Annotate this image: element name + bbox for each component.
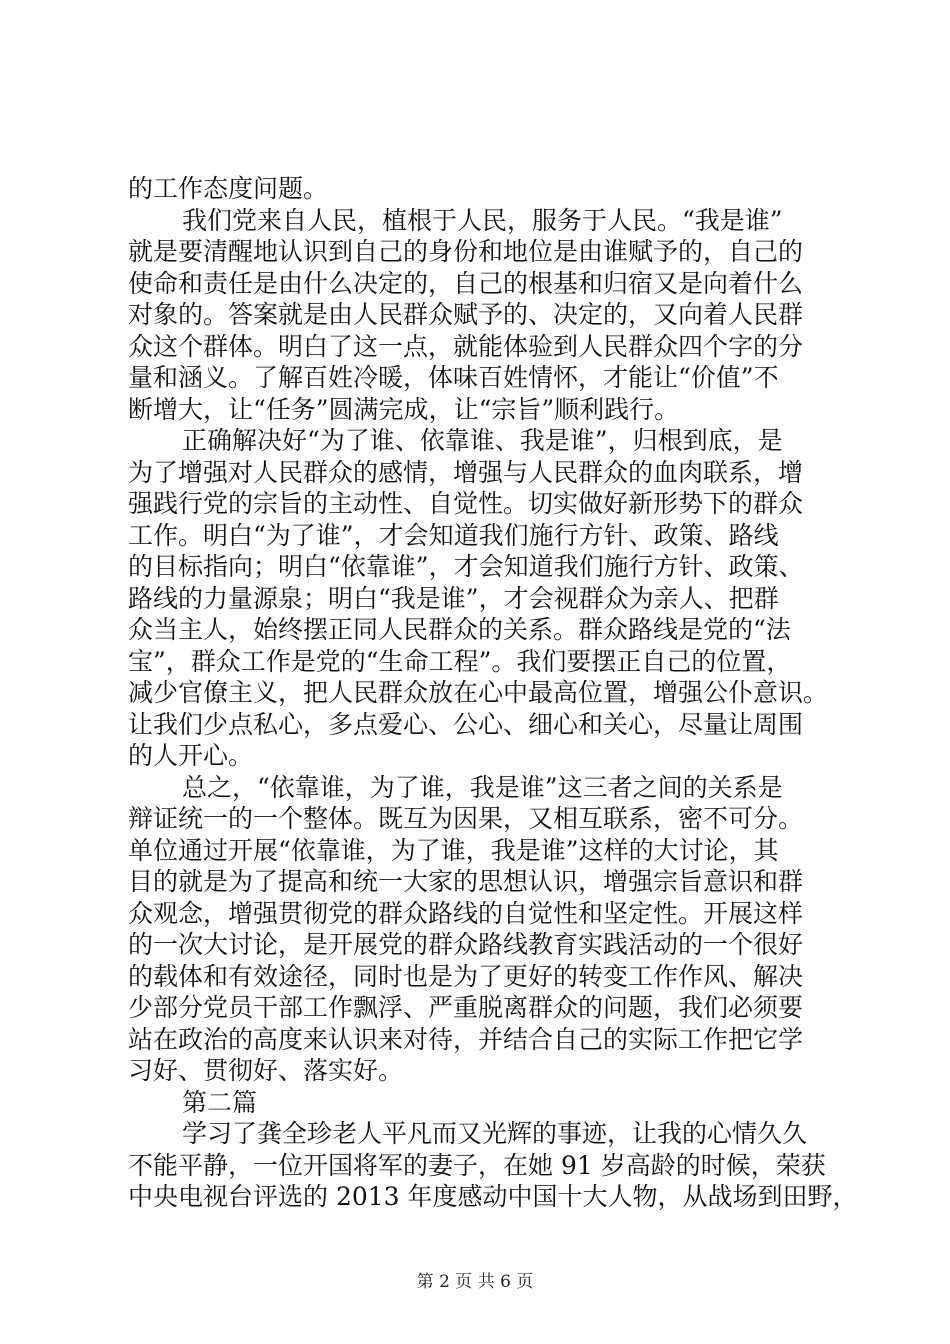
text-line: 站在政治的高度来认识来对待，并结合自己的实际工作把它学 [128, 1024, 804, 1054]
text-line: 正确解决好“为了谁、依靠谁、我是谁”，归根到底，是 [182, 426, 783, 455]
text-line: 学习了龚全珍老人平凡而又光辉的事迹，让我的心情久久 [182, 1119, 808, 1148]
text-line: 辩证统一的一个整体。既互为因果，又相互联系，密不可分。 [128, 804, 804, 833]
text-line: 总之，“依靠谁，为了谁，我是谁”这三者之间的关系是 [182, 772, 783, 802]
text-line: 断增大，让“任务”圆满完成，让“宗旨”顺利践行。 [128, 394, 680, 424]
text-line: 使命和责任是由什么决定的，自己的根基和归宿又是向着什么 [128, 268, 804, 298]
text-line: 众观念，增强贯彻党的群众路线的自觉性和坚定性。开展这样 [128, 898, 804, 928]
text-line: 我们党来自人民，植根于人民，服务于人民。“我是谁” [182, 205, 783, 235]
text-line: 众这个群体。明白了这一点，就能体验到人民群众四个字的分 [128, 331, 804, 361]
section-heading: 第二篇 [182, 1087, 258, 1117]
text-line: 单位通过开展“依靠谁，为了谁，我是谁”这样的大讨论，其 [128, 835, 779, 865]
text-line: 就是要清醒地认识到自己的身份和地位是由谁赋予的，自己的 [128, 237, 804, 266]
text-line: 众当主人，始终摆正同人民群众的关系。群众路线是党的“法 [128, 615, 791, 644]
text-line: 量和涵义。了解百姓冷暖，体味百姓情怀，才能让“价值”不 [128, 363, 779, 392]
text-line: 的人开心。 [128, 741, 254, 770]
text-line: 的工作态度问题。 [128, 174, 329, 203]
text-line: 习好、贯彻好、落实好。 [128, 1056, 404, 1085]
text-line: 工作。明白“为了谁”，才会知道我们施行方针、政策、路线 [128, 520, 779, 550]
text-line: 对象的。答案就是由人民群众赋予的、决定的，又向着人民群 [128, 300, 804, 329]
text-line: 强践行党的宗旨的主动性、自觉性。切实做好新形势下的群众 [128, 489, 804, 518]
text-line: 不能平静，一位开国将军的妻子，在她 91 岁高龄的时候，荣获 [128, 1150, 826, 1180]
text-line: 中央电视台评选的 2013 年度感动中国十大人物，从战场到田野， [128, 1182, 858, 1211]
text-line: 宝”，群众工作是党的“生命工程”。我们要摆正自己的位置， [128, 646, 792, 676]
text-line: 为了增强对人民群众的感情，增强与人民群众的血肉联系，增 [128, 457, 804, 487]
text-line: 的目标指向；明白“依靠谁”，才会知道我们施行方针、政策、 [128, 552, 804, 581]
page-number-footer: 第 2 页 共 6 页 [416, 1272, 534, 1292]
text-line: 路线的力量源泉；明白“我是谁”，才会视群众为亲人、把群 [128, 583, 779, 613]
text-line: 目的就是为了提高和统一大家的思想认识，增强宗旨意识和群 [128, 867, 804, 896]
text-line: 的载体和有效途径，同时也是为了更好的转变工作作风、解决 [128, 961, 804, 991]
text-line: 的一次大讨论，是开展党的群众路线教育实践活动的一个很好 [128, 930, 804, 959]
text-line: 让我们少点私心，多点爱心、公心、细心和关心，尽量让周围 [128, 709, 804, 739]
text-line: 减少官僚主义，把人民群众放在心中最高位置，增强公仆意识。 [128, 678, 829, 707]
text-line: 少部分党员干部工作飘浮、严重脱离群众的问题，我们必须要 [128, 993, 804, 1022]
